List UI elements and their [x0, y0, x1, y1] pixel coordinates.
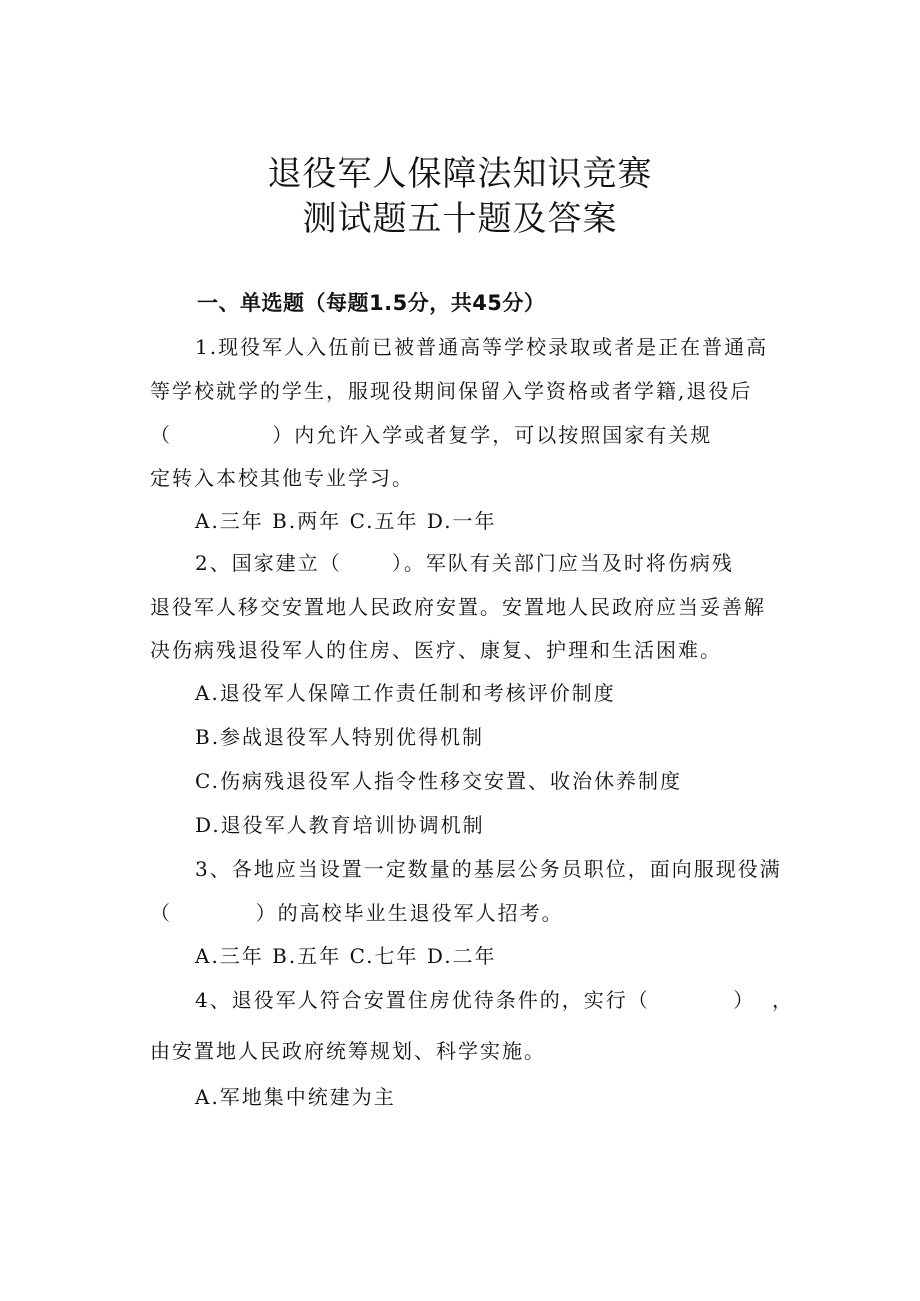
- question-2-line-2: 退役军人移交安置地人民政府安置。安置地人民政府应当妥善解: [150, 595, 766, 619]
- question-3-options: A.三年 B.五年 C.七年 D.二年: [195, 944, 497, 968]
- question-2-option-b: B.参战退役军人特别优得机制: [195, 725, 485, 749]
- question-3-line-2: （ ）的高校毕业生退役军人招考。: [150, 901, 564, 925]
- question-1-options: A.三年 B.两年 C.五年 D.一年: [195, 509, 497, 533]
- question-1-line-2: 等学校就学的学生，服现役期间保留入学资格或者学籍,退役后: [150, 379, 753, 403]
- question-1-line-3: （ ）内允许入学或者复学，可以按照国家有关规: [150, 423, 713, 447]
- question-3-line-1: 3、各地应当设置一定数量的基层公务员职位，面向服现役满: [195, 857, 782, 881]
- question-2-option-a: A.退役军人保障工作责任制和考核评价制度: [195, 681, 616, 705]
- document-title-line-1: 退役军人保障法知识竞赛: [267, 154, 653, 194]
- section-heading: 一、单选题（每题1.5分，共45分）: [197, 291, 546, 315]
- question-4-line-2: 由安置地人民政府统筹规划、科学实施。: [150, 1039, 546, 1063]
- question-2-option-d: D.退役军人教育培训协调机制: [195, 813, 485, 837]
- question-4-option-a: A.军地集中统建为主: [195, 1085, 396, 1109]
- question-2-line-1: 2、国家建立（ ）。军队有关部门应当及时将伤病残: [195, 551, 734, 575]
- document-title-line-2: 测试题五十题及答案: [302, 199, 618, 239]
- question-4-line-1: 4、退役军人符合安置住房优待条件的，实行（ ） ，: [195, 988, 795, 1012]
- question-1-line-1: 1.现役军人入伍前已被普通高等学校录取或者是正在普通高: [195, 335, 769, 359]
- question-1-line-4: 定转入本校其他专业学习。: [150, 466, 414, 490]
- question-2-line-3: 决伤病残退役军人的住房、医疗、康复、护理和生活困难。: [150, 638, 722, 662]
- question-2-option-c: C.伤病残退役军人指令性移交安置、收治休养制度: [195, 769, 682, 793]
